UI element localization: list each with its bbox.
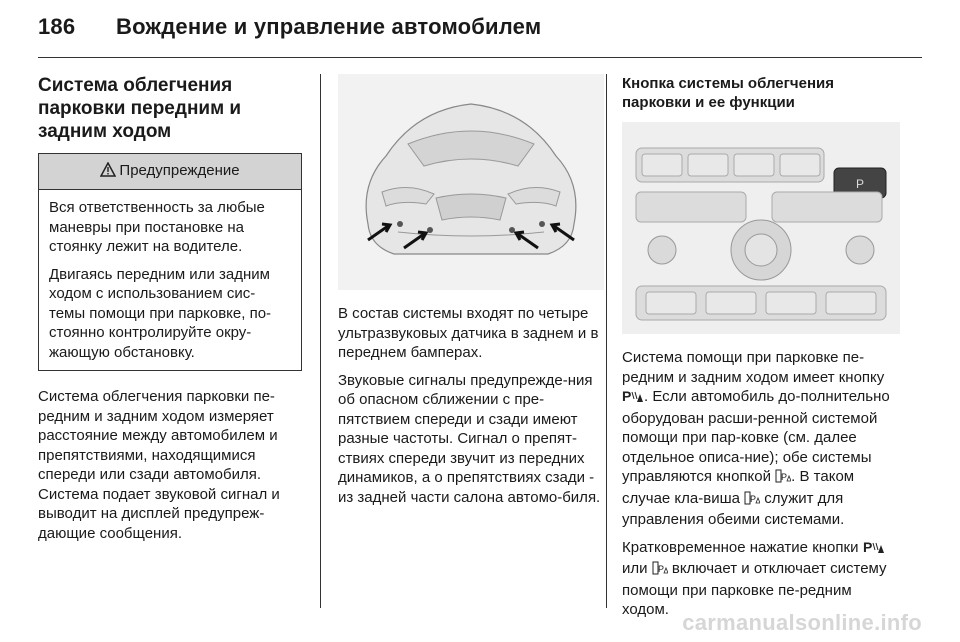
- text-run: или: [622, 560, 652, 577]
- advanced-park-assist-icon: [652, 561, 668, 581]
- svg-text:P: P: [750, 493, 757, 504]
- column-divider: [606, 74, 607, 608]
- svg-text:P: P: [862, 539, 872, 554]
- chapter-title: Вождение и управление автомобилем: [116, 14, 542, 39]
- car-front-figure: [338, 74, 604, 290]
- text-run: Кратковременное нажатие кнопки: [622, 538, 863, 556]
- svg-text:P: P: [781, 472, 788, 482]
- warning-paragraph: Двигаясь передним или задним ходом с использованием сис-темы помощи при парковке, по-стоянно контролируйте окру-жающую обстановку.: [49, 265, 272, 361]
- column-1: [38, 74, 302, 551]
- warning-triangle-icon: [100, 162, 116, 181]
- svg-text:P: P: [657, 564, 664, 574]
- section-heading: Система облегчения парковки передним и задним ходом: [38, 75, 242, 142]
- body-paragraph: Звуковые сигналы предупрежде-ния об опасном сближении с пре-пятствием спереди и сзади имеют разные частоты. Сигнал о препят-ствиях спереди звучит из передних динамиков, а о препятствиях сзади - из задней части салона автомо-биля.: [338, 371, 601, 506]
- park-assist-button-icon: [863, 540, 885, 560]
- column-2: [338, 74, 604, 515]
- warning-box: [38, 153, 302, 371]
- body-paragraph: [622, 538, 900, 620]
- column-divider: [320, 74, 321, 608]
- page-number: 186: [38, 14, 76, 39]
- body-paragraph: Система облегчения парковки пе-редним и задним ходом измеряет расстояние между автомобилем и препятствиями, находящимися спереди или сзади автомобиля. Система подает звуковой сигнал и выводит на дисплей предупреж-дающие сообщения.: [38, 388, 280, 542]
- text-run: включает и отключает систему помощи при парковке пе-редним ходом.: [622, 560, 887, 618]
- svg-text:P: P: [855, 177, 865, 191]
- text-run: . Если автомобиль до-полнительно оборудован расши-ренной системой помощи при пар-ковке (см. далее отдельное описа-ние); обе системы управляются кнопкой: [622, 388, 890, 485]
- page-header: [38, 14, 541, 40]
- advanced-park-assist-icon: [744, 491, 760, 511]
- subsection-heading: Кнопка системы облегчения парковки и ее функции: [622, 75, 834, 111]
- text-run: служит для управления обеими системами.: [622, 489, 845, 528]
- text-run: Система помощи при парковке пе-редним и задним ходом имеет кнопку: [622, 349, 885, 386]
- column-3: [622, 74, 900, 628]
- center-console-illustration: [622, 122, 900, 334]
- warning-header: [39, 154, 301, 190]
- header-divider: [38, 57, 922, 58]
- console-figure: [622, 122, 900, 334]
- body-paragraph: [622, 348, 900, 530]
- advanced-park-assist-icon: [775, 469, 791, 489]
- svg-text:P: P: [622, 389, 632, 403]
- warning-title: Предупреждение: [119, 162, 240, 179]
- park-assist-button-icon: [622, 389, 644, 409]
- watermark: carmanualsonline.info: [682, 610, 922, 635]
- body-paragraph: В состав системы входят по четыре ультразвуковых датчика в заднем и в переднем бамперах.: [338, 305, 599, 361]
- car-sensors-illustration: [338, 74, 604, 290]
- warning-paragraph: Вся ответственность за любые маневры при постановке на стоянку лежит на водителе.: [49, 199, 265, 255]
- text-run: . В таком случае кла-виша: [622, 468, 855, 507]
